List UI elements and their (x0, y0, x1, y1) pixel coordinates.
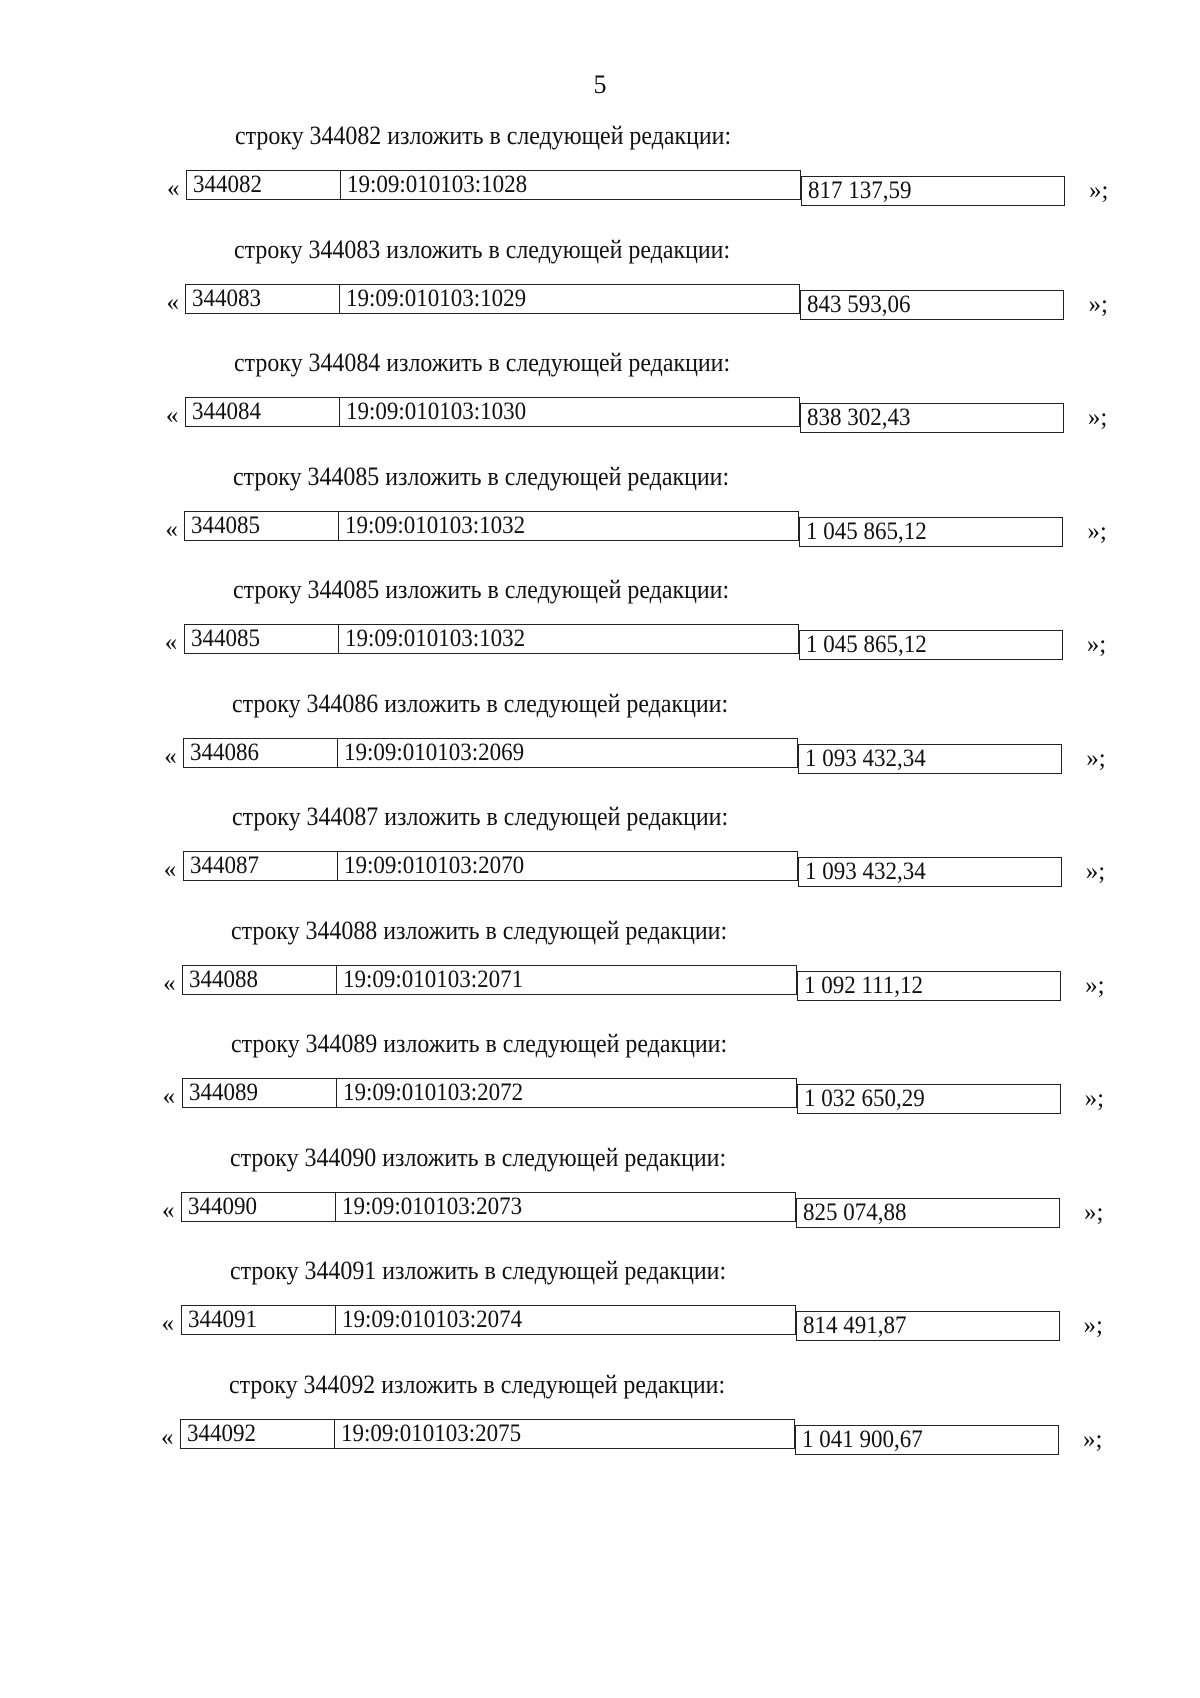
cadastral-number-cell (334, 1419, 795, 1449)
cadastral-value-cell (800, 403, 1064, 433)
cadastral-number: 19:09:010103:2071 (343, 965, 524, 993)
cadastral-number-cell (337, 738, 798, 768)
row-number: 344088 (189, 965, 259, 993)
opening-quote: « (165, 402, 179, 429)
row-number-cell (182, 965, 336, 995)
cadastral-number-cell (336, 1078, 797, 1108)
amendment-instruction: строку 344089 изложить в следующей редакции: (230, 1029, 727, 1058)
cadastral-number-cell (337, 851, 798, 881)
row-number: 344084 (191, 398, 261, 425)
closing-quote: »; (1085, 971, 1105, 999)
cadastral-value: 1 093 432,34 (804, 858, 926, 885)
closing-quote: »; (1084, 1085, 1105, 1112)
cadastral-number: 19:09:010103:2069 (344, 738, 525, 766)
cadastral-number-cell (340, 170, 801, 200)
row-number-cell (181, 1305, 335, 1335)
amendment-entry (0, 574, 1200, 698)
row-number: 344092 (186, 1419, 256, 1447)
closing-quote: »; (1085, 858, 1106, 885)
table-row (163, 965, 1123, 1013)
amendment-instruction: строку 344083 изложить в следующей редакции: (234, 234, 731, 264)
amendment-entry (0, 1369, 1200, 1493)
cadastral-value-cell (801, 176, 1065, 206)
opening-quote: « (162, 1196, 175, 1224)
table-row (165, 624, 1125, 672)
row-number-cell (184, 511, 338, 541)
cadastral-value-cell (797, 971, 1061, 1001)
closing-quote: »; (1088, 290, 1108, 318)
row-number: 344085 (190, 625, 260, 652)
cadastral-value-cell (795, 1425, 1059, 1455)
cadastral-value: 825 074,88 (803, 1198, 907, 1226)
row-number-cell (185, 397, 339, 427)
amendment-instruction: строку 344090 изложить в следующей редакции: (230, 1142, 727, 1172)
amendment-instruction: строку 344084 изложить в следующей редакции: (233, 348, 731, 377)
cadastral-number-cell (338, 624, 799, 654)
cadastral-number-cell (339, 284, 800, 314)
amendment-entry (0, 915, 1200, 1039)
cadastral-value: 1 045 865,12 (805, 631, 927, 658)
page-number: 5 (593, 70, 607, 99)
cadastral-number-cell (335, 1305, 796, 1335)
row-number-cell (186, 170, 340, 200)
table-row (164, 738, 1124, 786)
cadastral-value-cell (798, 744, 1062, 774)
table-row (161, 1419, 1121, 1467)
row-number-cell (182, 1078, 336, 1108)
cadastral-value: 1 045 865,12 (806, 517, 928, 545)
row-number: 344082 (193, 171, 262, 198)
closing-quote: »; (1089, 177, 1109, 204)
closing-quote: »; (1087, 517, 1107, 545)
row-number: 344086 (190, 738, 260, 766)
opening-quote: « (166, 288, 179, 316)
row-number-cell (181, 1192, 335, 1222)
opening-quote: « (164, 742, 177, 770)
cadastral-number-cell (336, 965, 797, 995)
row-number-cell (184, 624, 338, 654)
cadastral-number: 19:09:010103:1032 (344, 625, 525, 652)
closing-quote: »; (1087, 404, 1108, 431)
row-number-cell (183, 851, 337, 881)
cadastral-value-cell (799, 517, 1063, 547)
cadastral-number-cell (338, 511, 799, 541)
cadastral-number: 19:09:010103:2075 (340, 1419, 522, 1447)
amendment-entry (0, 234, 1200, 358)
amendment-entry (0, 461, 1200, 585)
cadastral-value: 1 032 650,29 (803, 1085, 925, 1112)
amendment-instruction: строку 344092 изложить в следующей редакции: (228, 1369, 726, 1399)
cadastral-value-cell (796, 1198, 1060, 1228)
opening-quote: « (161, 1310, 174, 1337)
amendment-instruction: строку 344082 изложить в следующей редакции: (235, 121, 732, 150)
closing-quote: »; (1086, 744, 1106, 772)
table-row (162, 1192, 1122, 1240)
amendment-entry (0, 688, 1200, 812)
table-row (164, 851, 1124, 899)
opening-quote: « (162, 1083, 176, 1110)
amendment-entry (0, 347, 1200, 471)
table-row (166, 397, 1126, 445)
amendment-instruction: строку 344091 изложить в следующей редакции: (229, 1256, 726, 1285)
cadastral-number: 19:09:010103:1032 (345, 511, 526, 539)
amendment-instruction: строку 344088 изложить в следующей редакции: (231, 915, 728, 945)
cadastral-value: 814 491,87 (802, 1312, 906, 1339)
row-number-cell (180, 1419, 334, 1449)
amendment-entry (0, 1255, 1200, 1379)
cadastral-value-cell (800, 290, 1064, 320)
opening-quote: « (165, 515, 178, 543)
row-number-cell (183, 738, 337, 768)
cadastral-number: 19:09:010103:1029 (346, 284, 527, 312)
opening-quote: « (160, 1423, 174, 1451)
cadastral-number: 19:09:010103:1030 (345, 398, 527, 425)
closing-quote: »; (1084, 1198, 1104, 1226)
row-number: 344083 (192, 284, 262, 312)
cadastral-value: 1 041 900,67 (801, 1425, 923, 1453)
amendment-entry (0, 801, 1200, 925)
opening-quote: « (164, 629, 178, 656)
cadastral-value-cell (797, 1084, 1061, 1114)
cadastral-value-cell (799, 630, 1063, 660)
cadastral-number: 19:09:010103:1028 (347, 171, 528, 198)
amendment-instruction: строку 344085 изложить в следующей редакции: (232, 575, 729, 604)
row-number: 344090 (188, 1192, 258, 1220)
row-number: 344087 (189, 852, 259, 879)
cadastral-number: 19:09:010103:2074 (341, 1306, 522, 1333)
cadastral-value-cell (796, 1311, 1060, 1341)
table-row (163, 1078, 1123, 1126)
amendment-entry (0, 1028, 1200, 1152)
amendment-entry (0, 1142, 1200, 1266)
table-row (166, 284, 1126, 332)
amendment-instruction: строку 344086 изложить в следующей редакции: (232, 688, 729, 718)
cadastral-value: 1 092 111,12 (804, 971, 924, 999)
cadastral-number-cell (339, 397, 800, 427)
row-number: 344089 (188, 1079, 258, 1106)
row-number: 344085 (191, 511, 261, 539)
table-row (167, 170, 1127, 218)
table-row (165, 511, 1125, 559)
opening-quote: « (167, 175, 180, 202)
amendment-instruction: строку 344087 изложить в следующей редакции: (231, 802, 728, 831)
cadastral-number: 19:09:010103:2073 (342, 1192, 523, 1220)
cadastral-number: 19:09:010103:2072 (342, 1079, 523, 1106)
closing-quote: »; (1082, 1425, 1103, 1453)
opening-quote: « (163, 969, 176, 997)
row-number-cell (185, 284, 339, 314)
cadastral-number-cell (335, 1192, 796, 1222)
cadastral-value-cell (798, 857, 1062, 887)
closing-quote: »; (1083, 1312, 1103, 1339)
opening-quote: « (163, 856, 177, 883)
row-number: 344091 (187, 1306, 257, 1333)
cadastral-value: 1 093 432,34 (805, 744, 926, 772)
table-row (162, 1305, 1122, 1353)
closing-quote: »; (1086, 631, 1107, 658)
cadastral-value: 843 593,06 (807, 290, 911, 318)
cadastral-number: 19:09:010103:2070 (343, 852, 524, 879)
amendment-instruction: строку 344085 изложить в следующей редакции: (233, 461, 730, 491)
cadastral-value: 838 302,43 (806, 404, 911, 431)
cadastral-value: 817 137,59 (808, 177, 912, 204)
amendment-entry (0, 120, 1200, 244)
